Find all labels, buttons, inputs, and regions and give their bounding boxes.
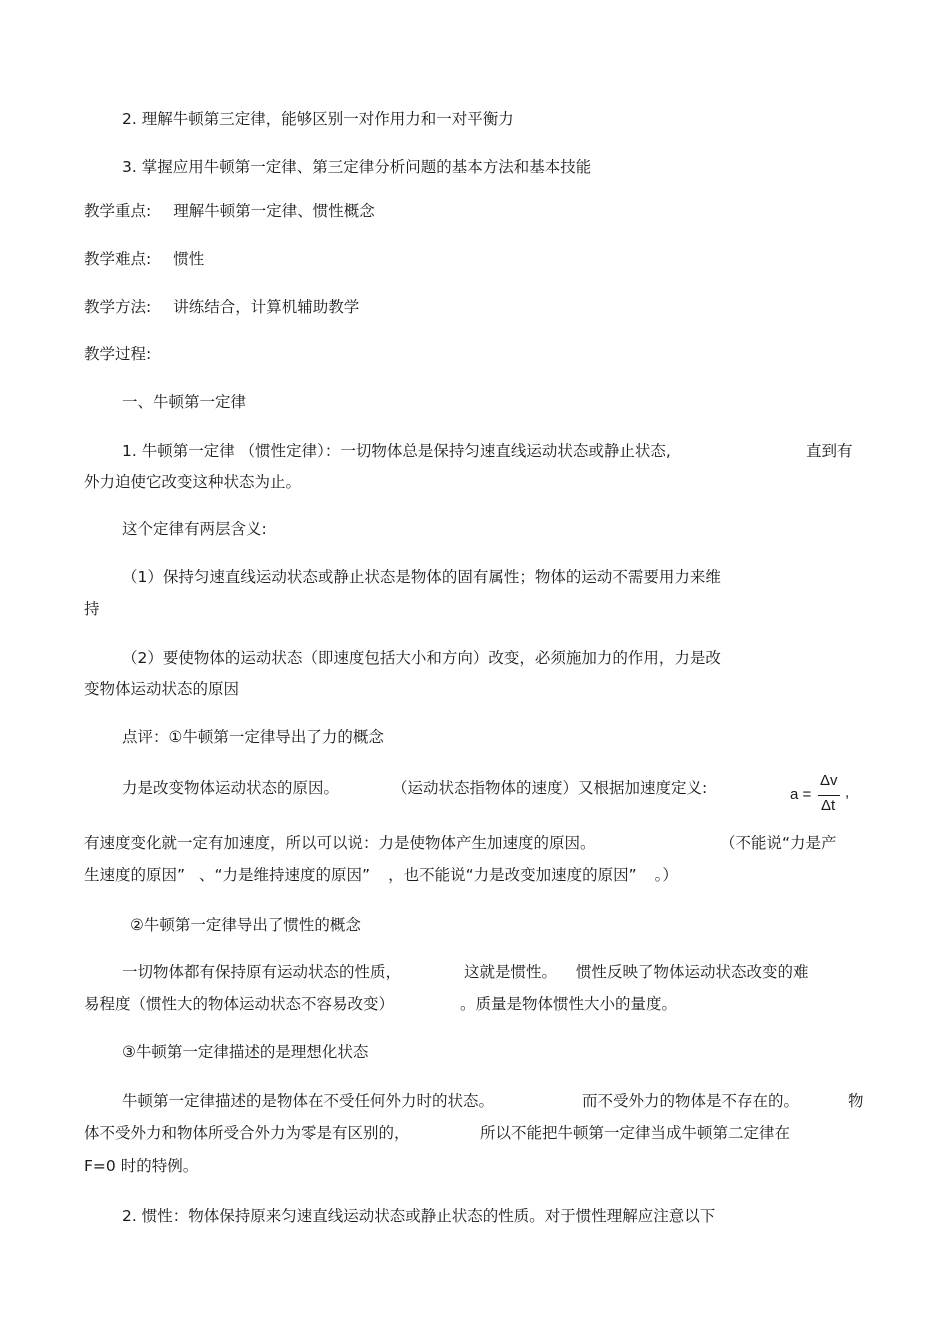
paragraph-11-f: F=0 时的特例。 bbox=[84, 1157, 199, 1175]
p1-text-a: 1. 牛顿第一定律 （惯性定律）：一切物体总是保持匀速直线运动状态或静止状态, bbox=[122, 442, 671, 460]
paragraph-7-line-2 bbox=[84, 864, 678, 886]
key-point-label: 教学重点: bbox=[84, 202, 152, 220]
paragraph-4-line-1: （2）要使物体的运动状态（即速度包括大小和方向）改变，必须施加力的作用，力是改 bbox=[122, 649, 721, 667]
paragraph-3-line-2: 持 bbox=[84, 600, 100, 618]
paragraph-9-a: 一切物体都有保持原有运动状态的性质， bbox=[122, 963, 402, 981]
paragraph-12: 2. 惯性：物体保持原来匀速直线运动状态或静止状态的性质。对于惯性理解应注意以下 bbox=[122, 1207, 716, 1225]
method-label: 教学方法: bbox=[84, 298, 152, 316]
paragraph-11-a: 牛顿第一定律描述的是物体在不受任何外力时的状态。 bbox=[122, 1092, 495, 1110]
fraction-bar bbox=[818, 795, 840, 796]
paragraph-9-d: 易程度（惯性大的物体运动状态不容易改变） bbox=[84, 995, 395, 1013]
comment-1: 点评：①牛顿第一定律导出了力的概念 bbox=[122, 728, 384, 746]
paragraph-6-a: 力是改变物体运动状态的原因。 bbox=[122, 779, 340, 797]
acceleration-formula bbox=[790, 772, 860, 822]
comment-3: ③牛顿第一定律描述的是理想化状态 bbox=[122, 1043, 369, 1061]
paragraph-2: 这个定律有两层含义: bbox=[122, 520, 267, 538]
paragraph-9-b: 这就是惯性。 bbox=[464, 963, 558, 981]
paragraph-1-line-2: 外力迫使它改变这种状态为止。 bbox=[84, 473, 302, 491]
paragraph-1-line-1 bbox=[122, 440, 671, 462]
paragraph-7-a: 有速度变化就一定有加速度，所以可以说：力是使物体产生加速度的原因。 bbox=[84, 834, 596, 852]
p7-text-c: 生速度的原因” bbox=[84, 866, 186, 884]
formula-lhs: a = bbox=[790, 786, 812, 803]
method-text: 讲练结合，计算机辅助教学 bbox=[173, 298, 360, 316]
difficulty-text: 惯性 bbox=[173, 250, 205, 268]
method-row bbox=[84, 296, 359, 318]
difficulty-row bbox=[84, 248, 204, 270]
paragraph-9-c: 惯性反映了物体运动状态改变的难 bbox=[576, 963, 809, 981]
paragraph-11-c: 物 bbox=[848, 1092, 864, 1110]
paragraph-11-b: 而不受外力的物体是不存在的。 bbox=[582, 1092, 800, 1110]
paragraph-7-b: （不能说“力是产 bbox=[720, 834, 837, 852]
paragraph-6-b: （运动状态指物体的速度）又根据加速度定义: bbox=[392, 779, 708, 797]
objective-3: 3. 掌握应用牛顿第一定律、第三定律分析问题的基本方法和基本技能 bbox=[122, 158, 592, 176]
p7-text-f: 。） bbox=[654, 866, 678, 884]
paragraph-3-line-1: （1）保持匀速直线运动状态或静止状态是物体的固有属性；物体的运动不需要用力来维 bbox=[122, 568, 721, 586]
formula-denominator: Δt bbox=[821, 797, 836, 814]
p7-text-e: ，也不能说“力是改变加速度的原因” bbox=[388, 866, 637, 884]
formula-comma: , bbox=[845, 784, 850, 801]
section-heading: 一、牛顿第一定律 bbox=[122, 393, 247, 411]
key-point-row bbox=[84, 200, 375, 222]
process-label: 教学过程: bbox=[84, 345, 152, 363]
p7-text-d: 、“力是维持速度的原因” bbox=[199, 866, 371, 884]
p1-text-b: 直到有 bbox=[806, 442, 853, 460]
paragraph-11-e: 所以不能把牛顿第一定律当成牛顿第二定律在 bbox=[480, 1124, 791, 1142]
difficulty-label: 教学难点: bbox=[84, 250, 152, 268]
formula-numerator: Δv bbox=[820, 772, 838, 789]
paragraph-4-line-2: 变物体运动状态的原因 bbox=[84, 680, 240, 698]
paragraph-11-d: 体不受外力和物体所受合外力为零是有区别的， bbox=[84, 1124, 410, 1142]
objective-2: 2. 理解牛顿第三定律，能够区别一对作用力和一对平衡力 bbox=[122, 110, 514, 128]
paragraph-9-e: 。质量是物体惯性大小的量度。 bbox=[460, 995, 678, 1013]
key-point-text: 理解牛顿第一定律、惯性概念 bbox=[173, 202, 375, 220]
comment-2: ②牛顿第一定律导出了惯性的概念 bbox=[130, 916, 361, 934]
